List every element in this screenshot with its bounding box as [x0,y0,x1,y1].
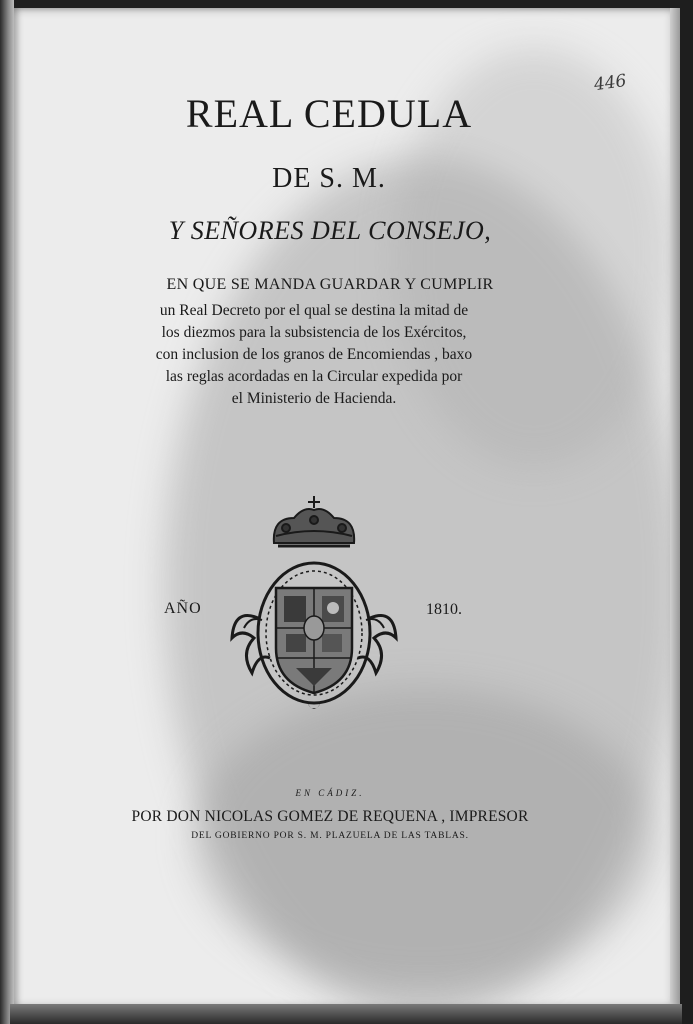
place-of-printing: EN CÁDIZ. [295,788,365,798]
year-label: AÑO [164,600,202,617]
subtitle-de-sm: DE S. M. [272,163,386,194]
year-value: 1810. [426,601,462,618]
book-spine-edge [0,0,14,1024]
body-line: el Ministerio de Hacienda. [231,390,397,407]
document-page [14,8,680,1008]
royal-coat-of-arms-icon [214,488,414,728]
lead-line: EN QUE SE MANDA GUARDAR Y CUMPLIR [166,276,494,293]
printer-line: POR DON NICOLAS GOMEZ DE REQUENA , IMPRESOR [131,808,529,825]
subtitle-senores: Y SEÑORES DEL CONSEJO, [168,216,492,245]
decree-description [109,300,519,410]
body-line: los diezmos para la subsistencia de los Exércitos, [161,324,467,341]
body-line: las reglas acordadas en la Circular expedida por [165,368,463,385]
folio-number: 446 [592,70,628,96]
printer-address: DEL GOBIERNO POR S. M. PLAZUELA DE LAS TABLAS. [191,831,469,841]
document-title: REAL CEDULA [185,91,473,136]
body-line: con inclusion de los granos de Encomiendas , baxo [155,346,473,363]
book-bottom-edge [10,1004,682,1024]
body-line: un Real Decreto por el qual se destina la mitad de [159,302,469,319]
page-edge [670,8,680,1008]
